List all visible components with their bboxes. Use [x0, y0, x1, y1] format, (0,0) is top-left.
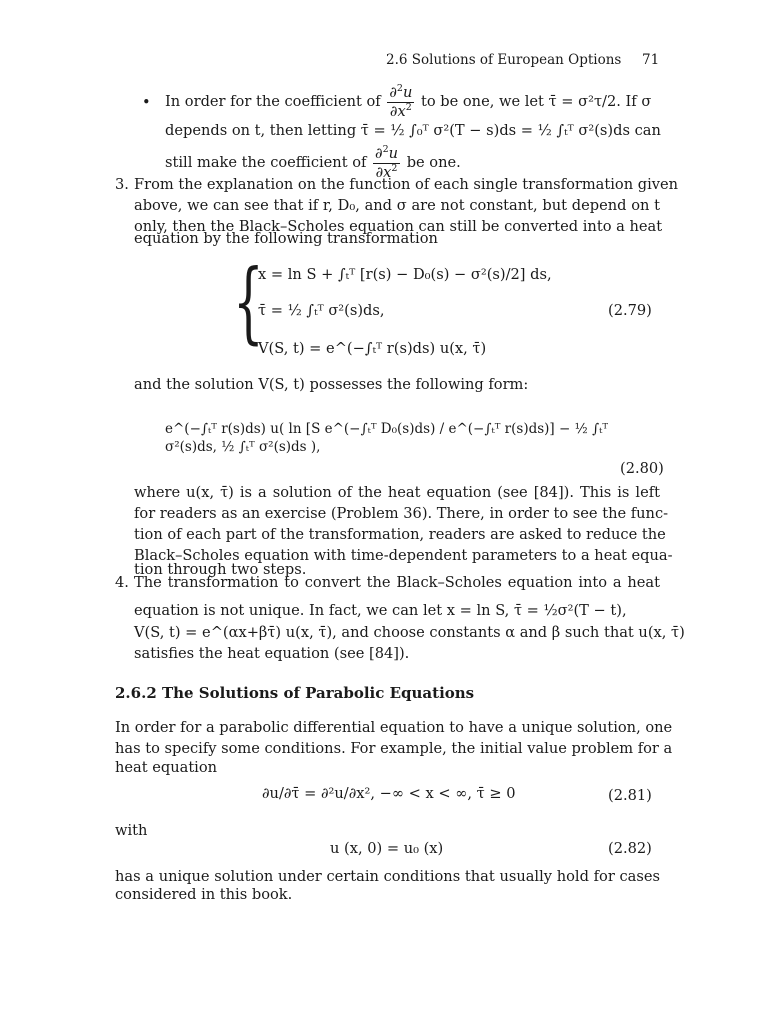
after-eq-2-80-line-2: for readers as an exercise (Problem 36). There, in order to see the func- — [134, 505, 669, 522]
item-4-line-3: V(S, t) = e^(αx+βτ̄) u(x, τ̄), and choose constants α and β such that u(x, τ̄) — [134, 624, 685, 641]
with-word: with — [115, 822, 148, 839]
after-eq-2-80-line-4: Black–Scholes equation with time-dependent parameters to a heat equa- — [134, 547, 673, 564]
eq-2-81-body: ∂u/∂τ̄ = ∂²u/∂x², −∞ < x < ∞, τ̄ ≥ 0 — [262, 785, 516, 802]
after-eq-2-79-text: and the solution V(S, t) possesses the following form: — [134, 376, 529, 393]
eq-2-79-number: (2.79) — [608, 302, 652, 319]
after-eq-2-80-line-5: tion through two steps. — [134, 561, 307, 578]
closing-line-1: has a unique solution under certain conditions that usually hold for cases — [115, 868, 660, 885]
eq-2-80-number: (2.80) — [620, 460, 664, 477]
item-3-line-2: above, we can see that if r, D₀, and σ are not constant, but depend on t — [134, 197, 660, 214]
bullet-line-1-text-b: to be one, we let τ̄ = σ²τ/2. If σ — [420, 93, 652, 111]
item-4-line-1: The transformation to convert the Black–Scholes equation into a heat — [134, 574, 660, 591]
partial-fraction-1: $\frac{\partial^2u}{\partial x^2}$ — [389, 83, 413, 120]
eq-2-81-number: (2.81) — [608, 787, 652, 804]
eq-2-82-body: u (x, 0) = u₀ (x) — [330, 840, 444, 857]
after-eq-2-80-line-1: where u(x, τ̄) is a solution of the heat equation (see [84]). This is left — [134, 484, 660, 501]
item-3-line-3: only, then the Black–Scholes equation can still be converted into a heat — [134, 218, 663, 235]
after-eq-2-80-line-3: tion of each part of the transformation, readers are asked to reduce the — [134, 526, 666, 543]
section-para-line-2: has to specify some conditions. For example, the initial value problem for a — [115, 740, 673, 757]
item-3-number: 3. — [115, 176, 129, 193]
item-3-line-1: From the explanation on the function of each single transformation given — [134, 176, 679, 193]
eq-2-80-body: e^(−∫ₜᵀ r(s)ds) u( ln [S e^(−∫ₜᵀ D₀(s)ds) / e^(−∫ₜᵀ r(s)ds)] − ½ ∫ₜᵀ σ²(s)ds, ½ ∫ₜᵀ σ²(s)ds ), — [165, 421, 608, 455]
eq-2-79-line-1: x = ln S + ∫ₜᵀ [r(s) − D₀(s) − σ²(s)/2] ds, — [258, 266, 552, 283]
running-head-section: 2.6 Solutions of European Options — [386, 52, 622, 68]
eq-2-79-line-3: V(S, t) = e^(−∫ₜᵀ r(s)ds) u(x, τ̄) — [258, 340, 487, 357]
eq-2-82-number: (2.82) — [608, 840, 652, 857]
item-4-number: 4. — [115, 574, 129, 591]
partial-fraction-2: $\frac{\partial^2u}{\partial x^2}$ — [375, 144, 399, 181]
bullet-line-1 — [165, 84, 651, 120]
item-4-line-4: satisfies the heat equation (see [84]). — [134, 645, 410, 662]
item-3-line-4: equation by the following transformation — [134, 230, 438, 247]
section-para-line-1: In order for a parabolic differential equation to have a unique solution, one — [115, 719, 673, 736]
page-number: 71 — [642, 52, 660, 68]
bullet-marker: • — [142, 94, 151, 111]
bullet-line-1-text-a: In order for the coefficient of — [165, 93, 381, 111]
bullet-line-3-text-b: be one. — [406, 154, 461, 172]
bullet-line-2: depends on t, then letting τ̄ = ½ ∫₀ᵀ σ²(T − s)ds = ½ ∫ₜᵀ σ²(s)ds can — [165, 122, 661, 139]
left-brace: { — [233, 250, 264, 353]
closing-line-2: considered in this book. — [115, 886, 293, 903]
section-para-line-3: heat equation — [115, 759, 218, 776]
item-4-line-2: equation is not unique. In fact, we can let x = ln S, τ̄ = ½σ²(T − t), — [134, 602, 627, 619]
eq-2-79-line-2: τ̄ = ½ ∫ₜᵀ σ²(s)ds, — [258, 302, 385, 319]
section-heading: 2.6.2 The Solutions of Parabolic Equations — [115, 684, 475, 702]
bullet-line-3-text-a: still make the coefficient of — [165, 154, 367, 172]
